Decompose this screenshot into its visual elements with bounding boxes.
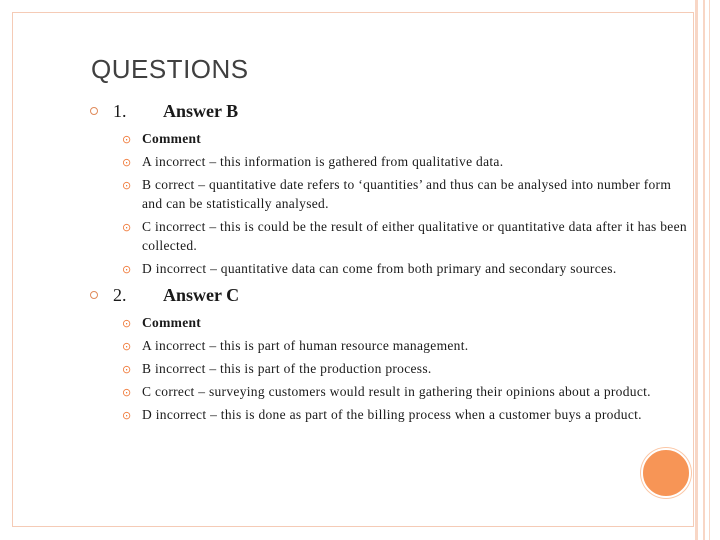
list-item: ⊙ C correct – surveying customers would result in gathering their opinions about a product. xyxy=(90,382,690,401)
decorative-edge-line xyxy=(709,0,710,540)
decorative-edge-line xyxy=(703,0,705,540)
list-item: ⊙ C incorrect – this is could be the result of either qualitative or quantitative data after it has been collected. xyxy=(122,219,687,253)
comment-list xyxy=(90,129,690,278)
slide-title: QUESTIONS xyxy=(91,54,249,84)
arrow-bullet-icon: ⊙ xyxy=(122,340,132,353)
answer-label: Answer B xyxy=(163,101,239,121)
arrow-bullet-icon: ⊙ xyxy=(122,317,132,330)
decorative-circle xyxy=(641,448,691,498)
arrow-bullet-icon: ⊙ xyxy=(122,221,132,234)
list-item: ⊙ A incorrect – this is part of human resource management. xyxy=(90,336,690,355)
question-header xyxy=(90,285,690,309)
arrow-bullet-icon: ⊙ xyxy=(122,156,132,169)
question-header xyxy=(90,101,690,125)
arrow-bullet-icon: ⊙ xyxy=(122,386,132,399)
list-item: ⊙ A incorrect – this information is gathered from qualitative data. xyxy=(90,152,690,171)
decorative-edge-line xyxy=(695,0,698,540)
arrow-bullet-icon: ⊙ xyxy=(122,263,132,276)
comment-list xyxy=(90,313,690,424)
question-1 xyxy=(90,101,690,282)
list-item: ⊙ B correct – quantitative date refers to ‘quantities’ and thus can be analysed into number form and can be statistically analysed. xyxy=(122,177,672,211)
list-item: ⊙ D incorrect – quantitative data can come from both primary and secondary sources. xyxy=(90,259,690,278)
arrow-bullet-icon: ⊙ xyxy=(122,409,132,422)
arrow-bullet-icon: ⊙ xyxy=(122,363,132,376)
answer-label: Answer C xyxy=(163,285,240,305)
ring-bullet-icon xyxy=(90,291,98,299)
question-2 xyxy=(90,285,690,428)
arrow-bullet-icon: ⊙ xyxy=(122,133,132,146)
list-item: ⊙ Comment xyxy=(90,313,690,332)
arrow-bullet-icon: ⊙ xyxy=(122,179,132,192)
question-number: 1. xyxy=(113,101,127,121)
list-item: ⊙ D incorrect – this is done as part of the billing process when a customer buys a product. xyxy=(90,405,690,424)
ring-bullet-icon xyxy=(90,107,98,115)
question-number: 2. xyxy=(113,285,127,305)
list-item: ⊙ B incorrect – this is part of the production process. xyxy=(90,359,690,378)
list-item: ⊙ Comment xyxy=(90,129,690,148)
